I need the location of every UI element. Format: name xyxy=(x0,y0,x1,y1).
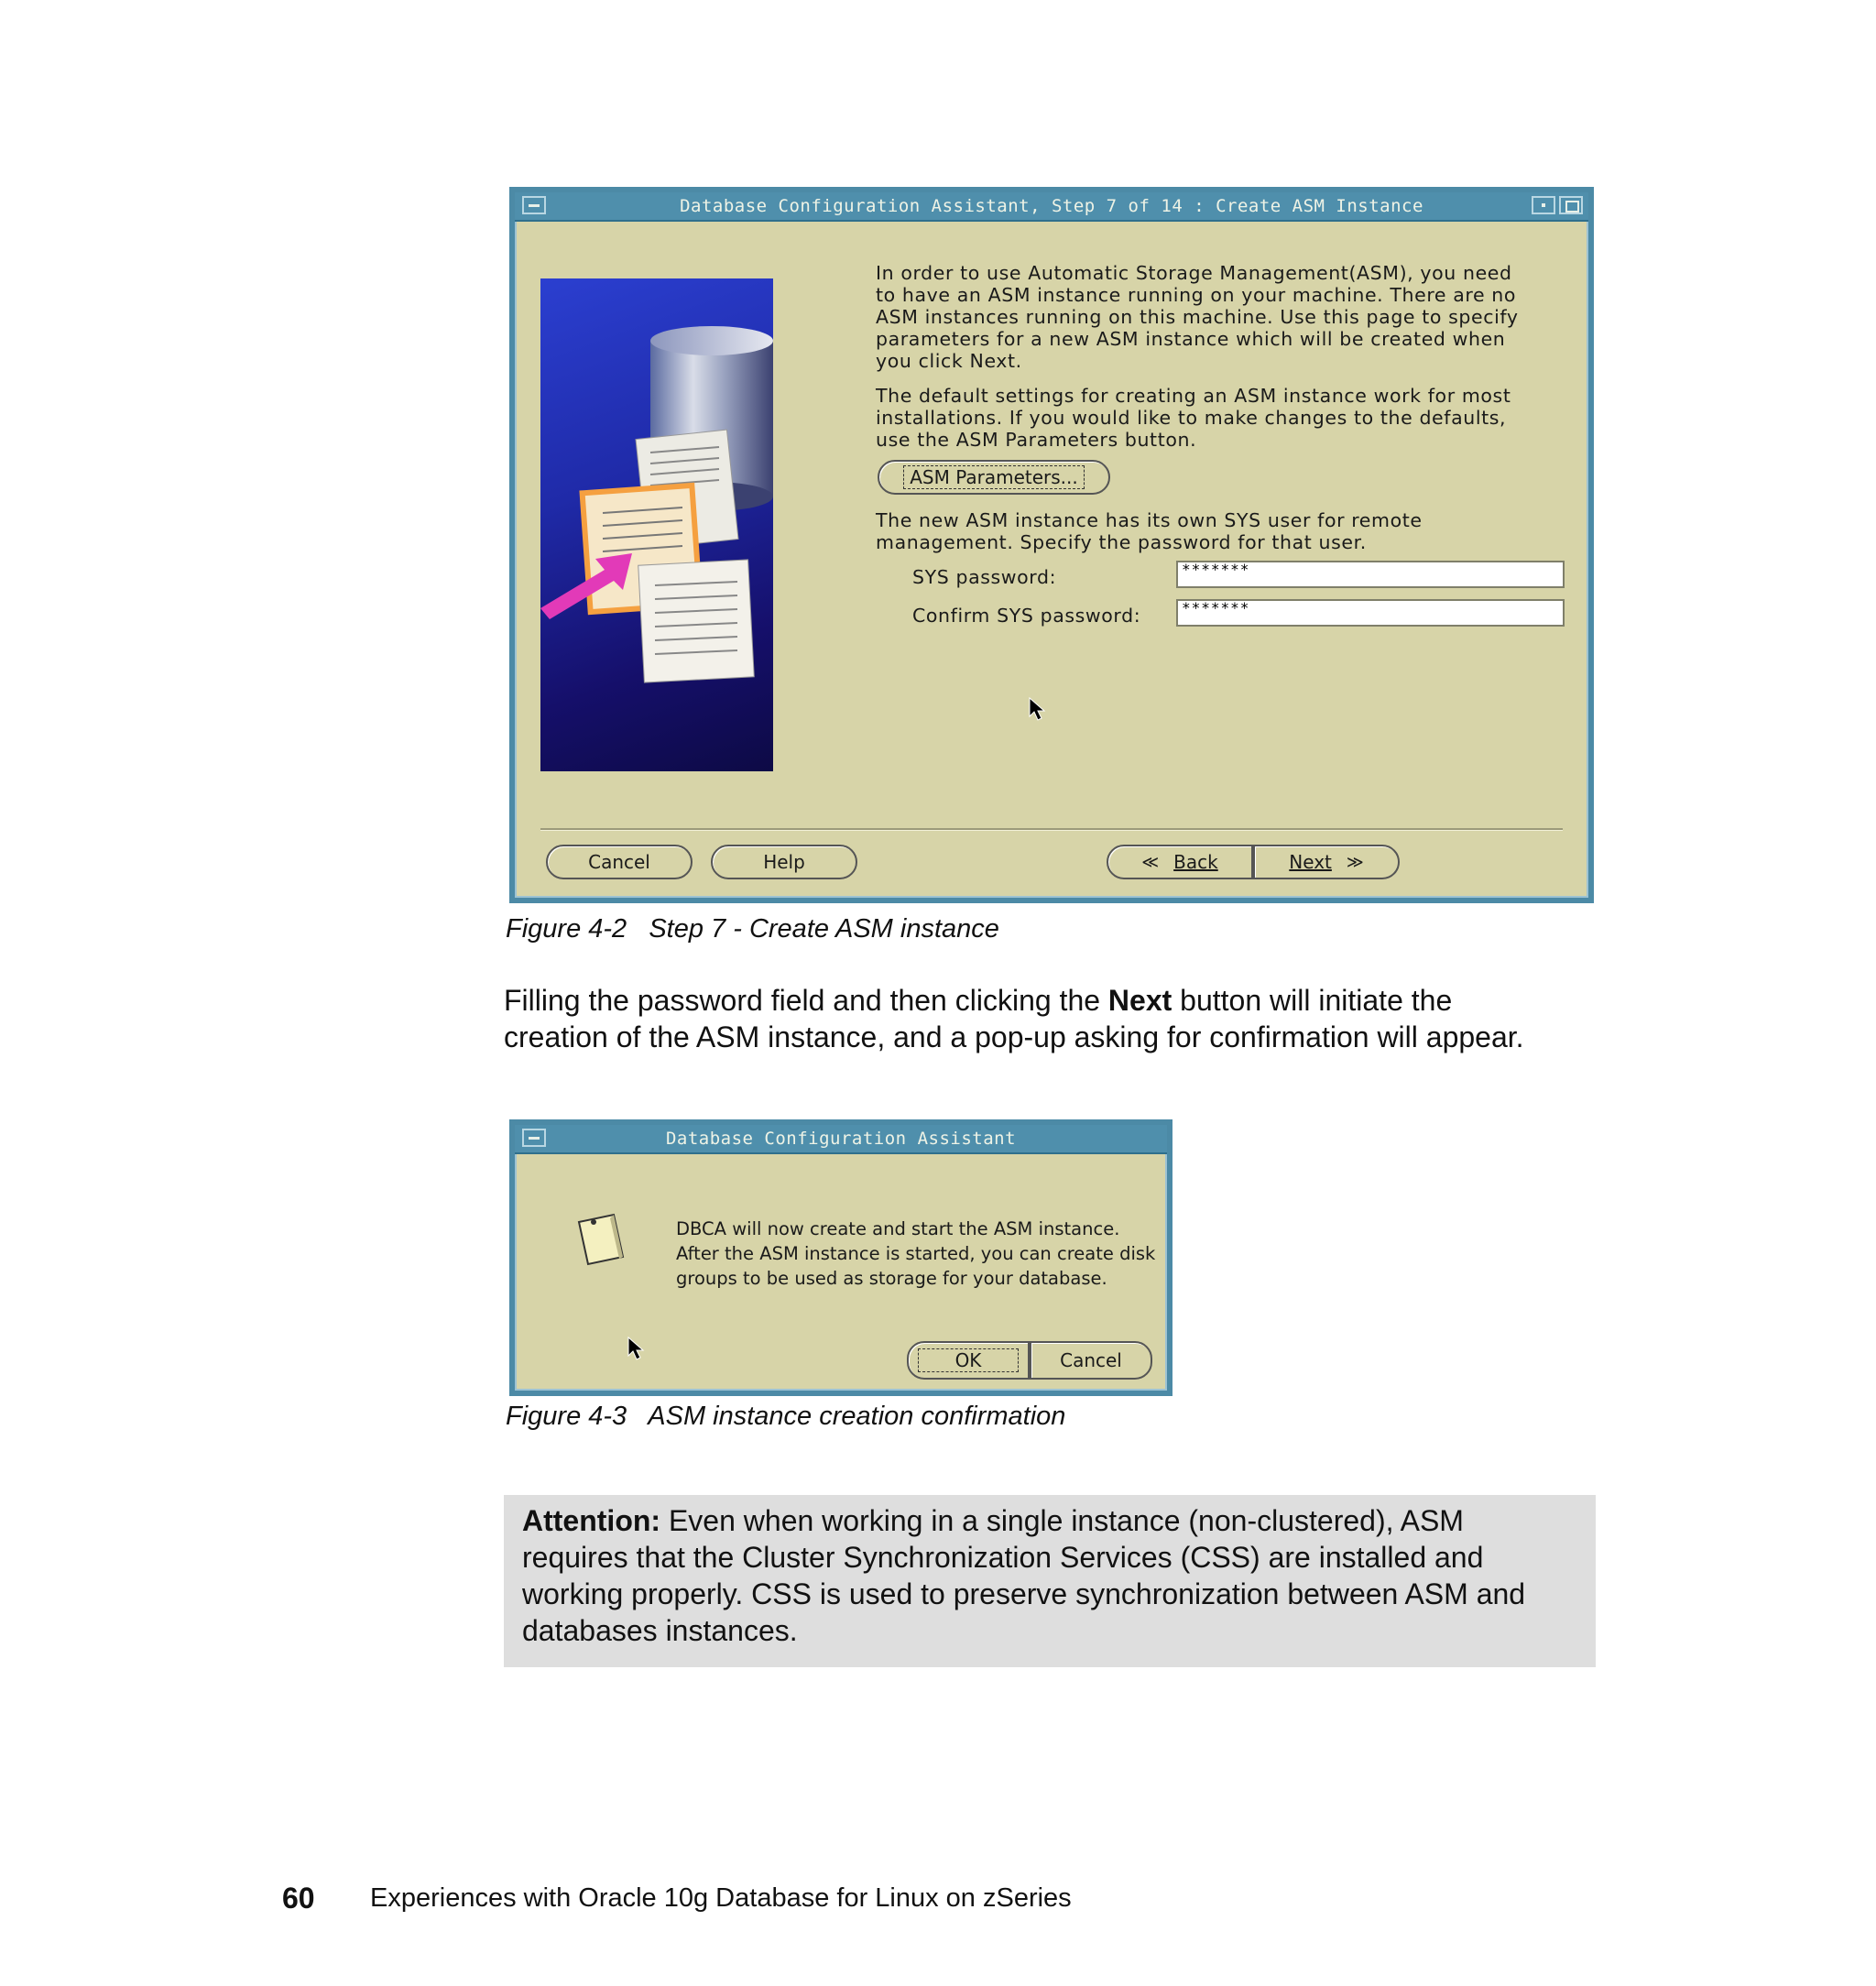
page-number: 60 xyxy=(282,1882,315,1915)
button-divider xyxy=(540,828,1563,831)
window-menu-icon[interactable] xyxy=(522,196,546,214)
dialog-menu-icon[interactable] xyxy=(522,1129,546,1147)
window-title: Database Configuration Assistant, Step 7 of 14 : Create ASM Instance xyxy=(680,196,1423,216)
dialog-cursor-icon xyxy=(627,1336,647,1361)
intro-text: In order to use Automatic Storage Management(ASM), you need to have an ASM instance running on your machine. There are no ASM instances running on this machine. Use this page to specify parameters for a new ASM instance which will be created when you click Next. xyxy=(876,262,1519,372)
confirm-password-field[interactable]: ******* xyxy=(1176,599,1565,627)
next-emphasis: Next xyxy=(1107,984,1172,1017)
dialog-message: DBCA will now create and start the ASM instance. After the ASM instance is started, you can create disk groups to be used as storage for your database. xyxy=(676,1218,1156,1289)
body-paragraph: Filling the password field and then clicking the Next button will initiate the creation of the ASM instance, and a pop-up asking for confirmation will appear. xyxy=(504,984,1524,1053)
attention-text: Attention: Even when working in a single instance (non-clustered), ASM requires that the Cluster Synchronization Services (CSS) are installed and working properly. CSS is used to preserve synchronization between ASM and databases instances. xyxy=(522,1504,1526,1647)
running-footer-title: Experiences with Oracle 10g Database for Linux on zSeries xyxy=(370,1883,1072,1913)
mouse-cursor-icon xyxy=(1028,696,1048,722)
help-button[interactable]: Help xyxy=(711,845,857,879)
window-titlebar[interactable] xyxy=(515,192,1588,222)
maximize-icon[interactable] xyxy=(1559,196,1583,214)
next-button[interactable]: Next ≫ xyxy=(1253,845,1400,879)
back-arrow-icon: ≪ xyxy=(1141,852,1160,872)
confirmation-dialog xyxy=(509,1119,1172,1396)
back-button[interactable]: ≪ Back xyxy=(1107,845,1253,879)
ok-button[interactable]: OK xyxy=(907,1341,1030,1380)
cancel-button[interactable]: Cancel xyxy=(546,845,693,879)
dbca-step7-window xyxy=(509,187,1594,903)
defaults-text: The default settings for creating an ASM instance work for most installations. If you would like to make changes to the defaults, use the ASM Parameters button. xyxy=(876,385,1511,451)
asm-parameters-button[interactable]: ASM Parameters... xyxy=(878,460,1110,495)
dialog-cancel-button[interactable]: Cancel xyxy=(1030,1341,1152,1380)
database-files-icon xyxy=(540,278,773,771)
confirm-password-label: Confirm SYS password: xyxy=(912,605,1141,627)
attention-label: Attention: xyxy=(522,1504,661,1537)
next-arrow-icon: ≫ xyxy=(1346,852,1364,872)
sys-password-field[interactable]: ******* xyxy=(1176,561,1565,588)
note-icon xyxy=(573,1211,628,1270)
minimize-icon[interactable] xyxy=(1532,196,1555,214)
dialog-title: Database Configuration Assistant xyxy=(665,1129,1017,1149)
sys-user-text: The new ASM instance has its own SYS user for remote management. Specify the password for that user. xyxy=(876,509,1423,553)
figure-4-3-caption: Figure 4-3 ASM instance creation confirmation xyxy=(506,1402,1066,1431)
sys-password-label: SYS password: xyxy=(912,566,1057,588)
database-illustration xyxy=(540,278,773,771)
figure-4-2-caption: Figure 4-2 Step 7 - Create ASM instance xyxy=(506,914,999,944)
dialog-titlebar[interactable] xyxy=(515,1125,1167,1154)
